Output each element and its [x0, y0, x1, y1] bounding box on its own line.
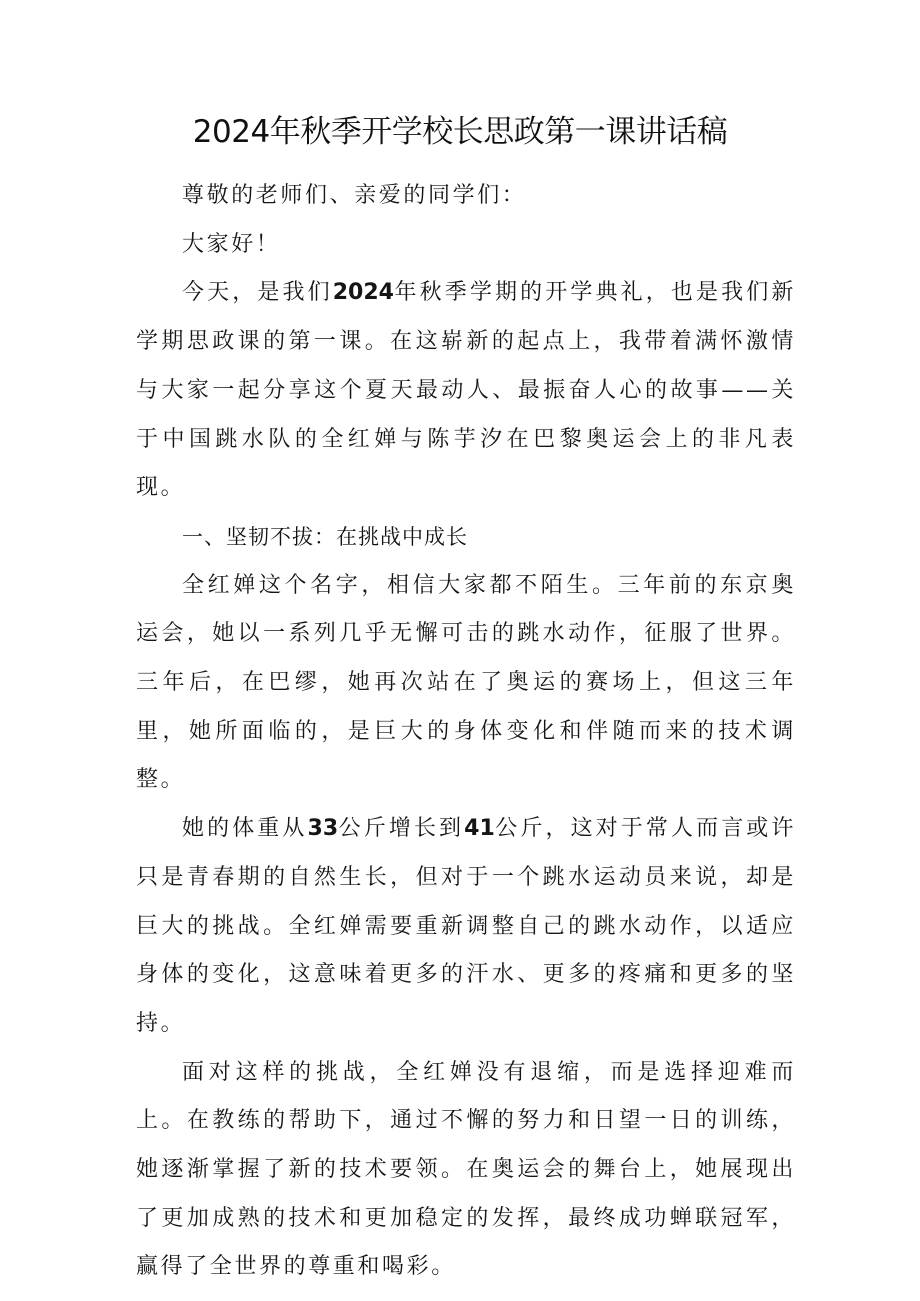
paragraph-3: 面对这样的挑战，全红婵没有退缩，而是选择迎难而上。在教练的帮助下，通过不懈的努力和日望一日的训练，她逐渐掌握了新的技术要领。在奥运会的舞台上，她展现出了更加成熟的技术和更加稳定的发挥，最终成功蝉联冠军，赢得了全世界的尊重和喝彩。 [136, 1059, 796, 1280]
para2-part2: 公斤增长到 [338, 816, 465, 842]
greeting: 大家好！ [182, 231, 281, 257]
section-heading: 一、坚韧不拔：在挑战中成长 [182, 524, 468, 549]
intro-paragraph [136, 269, 796, 513]
weight-from: 33 [307, 816, 339, 842]
document-body [136, 172, 796, 1292]
para2-part1: 她的体重从 [182, 816, 308, 842]
salutation: 尊敬的老师们、亲爱的同学们： [182, 183, 527, 208]
weight-to: 41 [464, 816, 495, 842]
intro-year: 2024 [332, 280, 394, 306]
document-title: 2024年秋季开学校长思政第一课讲话稿 [192, 114, 728, 150]
paragraph-1: 全红婵这个名字，相信大家都不陌生。三年前的东京奥运会，她以一系列几乎无懈可击的跳水动作，征服了世界。三年后，在巴缪，她再次站在了奥运的赛场上，但这三年里，她所面临的，是巨大的身体变化和伴随而来的技术调整。 [136, 572, 796, 793]
intro-part1: 今天，是我们 [182, 280, 333, 306]
intro-part2: 年秋季学期的开学典礼，也是我们新学期思政课的第一课。在这崭新的起点上，我带着满怀激情与大家一起分享这个夏天最动人、最振奋人心的故事——关于中国跳水队的全红婵与陈芋汐在巴黎奥运会上的非凡表现。 [136, 280, 796, 501]
paragraph-2 [136, 805, 796, 1049]
para2-part3: 公斤，这对于常人而言或许只是青春期的自然生长，但对于一个跳水运动员来说，却是巨大的挑战。全红婵需要重新调整自己的跳水动作，以适应身体的变化，这意味着更多的汗水、更多的疼痛和更多的坚持。 [136, 816, 796, 1036]
